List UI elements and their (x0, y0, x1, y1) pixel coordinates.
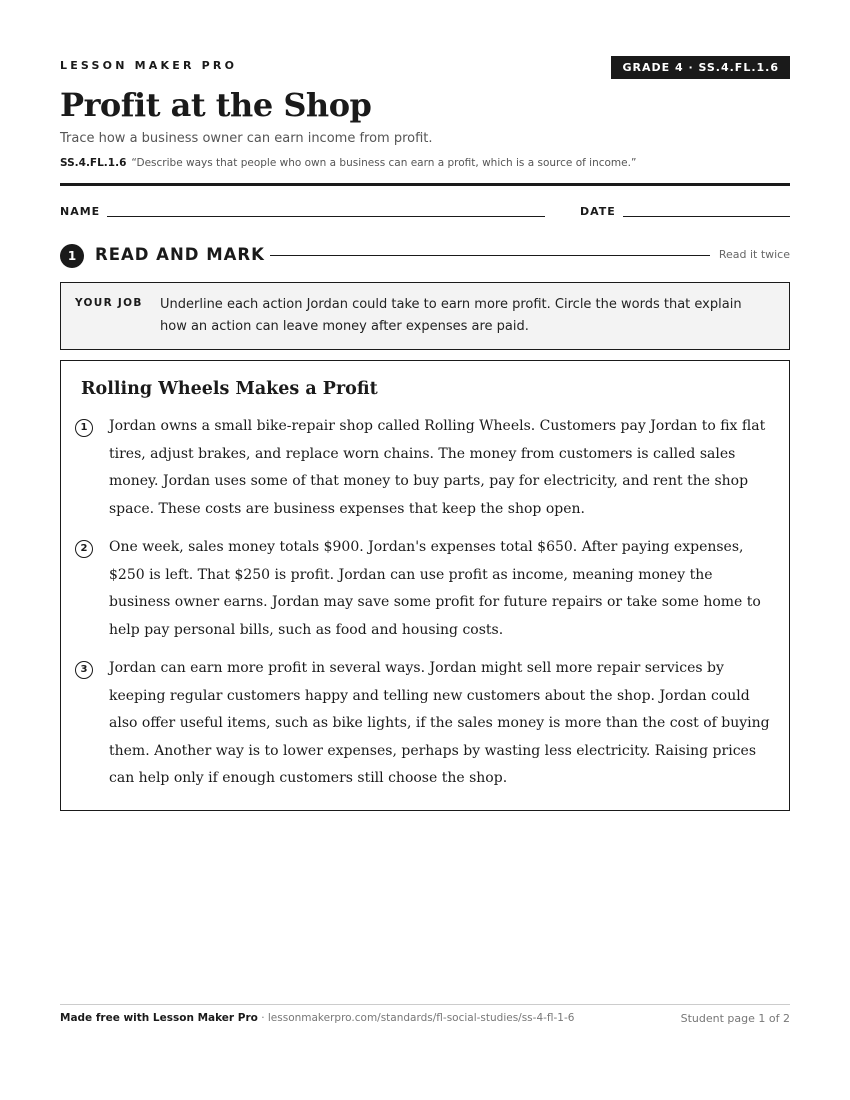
instructions-text: Underline each action Jordan could take to earn more profit. Circle the words that explain how an action can leave money after expenses are paid. (160, 297, 742, 334)
footer-page-number: Student page 1 of 2 (680, 1012, 790, 1025)
standard-line (60, 157, 636, 169)
paragraph-number: 1 (75, 419, 93, 437)
paragraph-number: 3 (75, 661, 93, 679)
instructions-box (60, 282, 790, 350)
date-label: DATE (580, 205, 616, 218)
standard-code: SS.4.FL.1.6 (60, 157, 127, 169)
section-header (60, 243, 790, 269)
paragraph-text: Jordan owns a small bike-repair shop called Rolling Wheels. Customers pay Jordan to fix flat tires, adjust brakes, and replace worn chains. The money from customers is called sales money. Jordan uses some of that money to buy parts, pay for electricity, and rent the shop space. These costs are business expenses that keep the shop open. (109, 418, 766, 517)
paragraph-number: 2 (75, 540, 93, 558)
reading-passage (60, 360, 790, 811)
section-rule (270, 255, 710, 256)
footer-credit (60, 1012, 574, 1024)
instructions-label: YOUR JOB (75, 297, 143, 309)
name-date-fields (60, 204, 790, 220)
passage-title: Rolling Wheels Makes a Profit (81, 379, 378, 399)
brand-name: LESSON MAKER PRO (60, 59, 238, 72)
header-divider (60, 183, 790, 186)
page-subtitle: Trace how a business owner can earn income from profit. (60, 131, 433, 146)
footer-url[interactable]: · lessonmakerpro.com/standards/fl-social-studies/ss-4-fl-1-6 (257, 1012, 575, 1024)
paragraph-text: One week, sales money totals $900. Jordan's expenses total $650. After paying expenses, $250 is left. That $250 is profit. Jordan can use profit as income, meaning money the business owner earns. Jordan may save some profit for future repairs or take some home to help pay personal bills, such as food and housing costs. (109, 539, 761, 638)
standard-text: “Describe ways that people who own a business can earn a profit, which is a source of income.” (131, 157, 637, 169)
top-bar (60, 56, 790, 80)
section-note: Read it twice (718, 248, 790, 261)
section-number: 1 (60, 244, 84, 268)
date-field[interactable] (623, 216, 790, 217)
name-field[interactable] (107, 216, 545, 217)
footer-divider (60, 1004, 790, 1005)
footer-made-with: Made free with Lesson Maker Pro (60, 1012, 258, 1024)
section-title: READ AND MARK (95, 245, 265, 264)
page-title: Profit at the Shop (60, 86, 372, 124)
grade-badge: GRADE 4 · SS.4.FL.1.6 (611, 56, 790, 79)
name-label: NAME (60, 205, 101, 218)
paragraph-text: Jordan can earn more profit in several ways. Jordan might sell more repair services by keeping regular customers happy and telling new customers about the shop. Jordan could also offer useful items, such as bike lights, if the sales money is more than the cost of buying them. Another way is to lower expenses, perhaps by wasting less electricity. Raising prices can help only if enough customers still choose the shop. (109, 660, 770, 786)
